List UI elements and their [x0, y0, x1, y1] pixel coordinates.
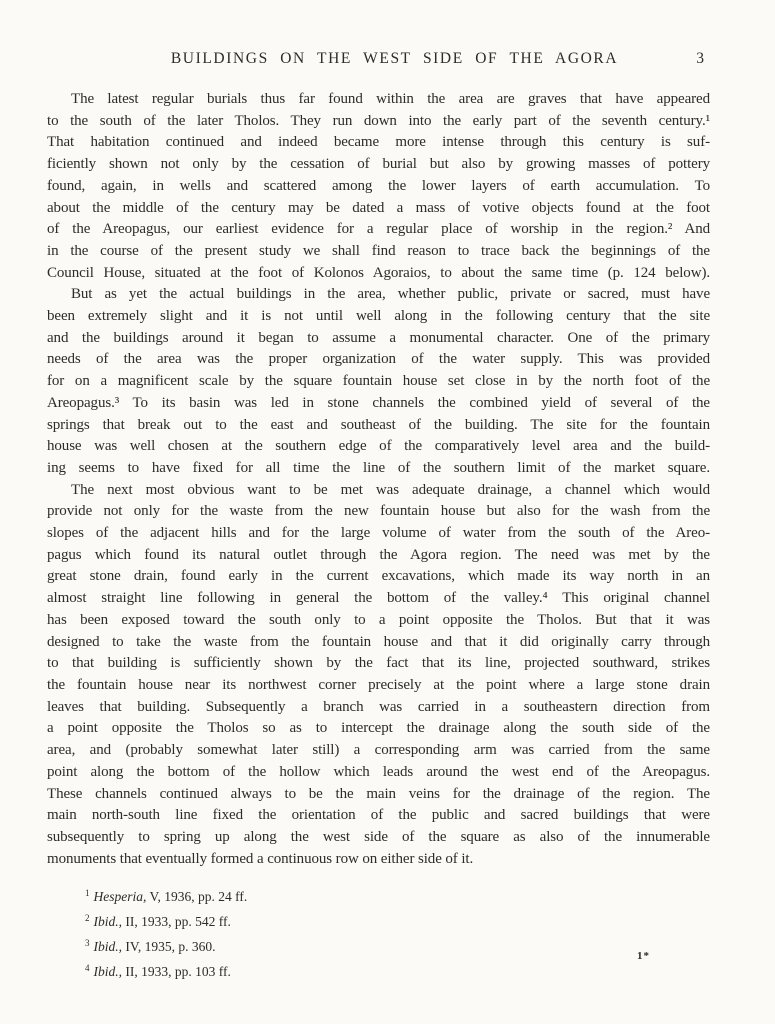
- text-line: leaves that building. Subsequently a branch was carried in a southeastern direction from: [47, 698, 710, 715]
- footnote-marker: 3: [85, 937, 90, 948]
- footnote-source: Ibid.,: [93, 963, 122, 979]
- footnote-text: II, 1933, pp. 103 ff.: [122, 963, 231, 979]
- text-line: designed to take the waste from the fountain house and that it did originally carry through: [47, 633, 710, 650]
- text-line: springs that break out to the east and southeast of the building. The site for the fountain: [47, 416, 710, 433]
- text-line: needs of the area was the proper organization of the water supply. This was provided: [47, 351, 710, 368]
- footnote: [85, 908, 585, 933]
- running-title: BUILDINGS ON THE WEST SIDE OF THE AGORA: [170, 50, 619, 67]
- text-line: That habitation continued and indeed became more intense through this century is suf-: [47, 134, 710, 151]
- footnote-marker: 1: [85, 888, 90, 898]
- text-line: ing seems to have fixed for all time the line of the southern limit of the market square.: [47, 459, 710, 476]
- text-line: ficiently shown not only by the cessation of burial but also by growing masses of pottery: [47, 156, 710, 173]
- text-line: subsequently to spring up along the west side of the square as also of the innumerable: [47, 828, 710, 845]
- text-line: great stone drain, found early in the current excavations, which made its way north in an: [47, 568, 710, 585]
- text-line: area, and (probably somewhat later still) a corresponding arm was carried from the same: [47, 742, 710, 759]
- footnote-text: V, 1936, pp. 24 ff.: [146, 889, 248, 904]
- text-line: found, again, in wells and scattered among the lower layers of earth accumulation. To: [47, 177, 710, 194]
- text-line: in the course of the present study we shall find reason to trace back the beginnings of the: [47, 242, 710, 259]
- page-number: 3: [696, 50, 704, 67]
- text-line: been extremely slight and it is not until well along in the following century that the site: [47, 308, 710, 325]
- paragraph: [47, 89, 710, 284]
- text-line: main north-south line fixed the orientation of the public and sacred buildings that were: [47, 807, 710, 824]
- paragraph: [47, 480, 710, 871]
- footnote: [85, 883, 585, 908]
- text-line: point along the bottom of the hollow which leads around the west end of the Areopagus.: [47, 763, 710, 780]
- text-line: monuments that eventually formed a continuous row on either side of it.: [47, 850, 474, 867]
- signature-mark: 1*: [637, 950, 650, 962]
- footnote: [85, 933, 585, 958]
- footnote-text: IV, 1935, p. 360.: [122, 938, 216, 954]
- text-line: almost straight line following in general the bottom of the valley.⁴ This original channel: [47, 590, 710, 607]
- text-line: a point opposite the Tholos so as to intercept the drainage along the south side of the: [47, 720, 710, 737]
- text-line: The next most obvious want to be met was adequate drainage, a channel which would: [71, 481, 710, 498]
- text-line: The latest regular burials thus far found within the area are graves that have appeared: [71, 91, 710, 107]
- text-line: about the middle of the century may be dated a mass of votive objects found at the foot: [47, 199, 710, 216]
- page-header: [47, 50, 710, 72]
- text-line: provide not only for the waste from the new fountain house but also for the wash from the: [47, 503, 710, 520]
- paragraph: [47, 284, 710, 479]
- footnote-marker: 2: [85, 912, 90, 923]
- text-line: These channels continued always to be the main veins for the drainage of the region. The: [47, 785, 710, 802]
- body-text: [47, 89, 710, 870]
- text-line: Council House, situated at the foot of Kolonos Agoraios, to about the same time (p. 124 below).: [47, 264, 710, 281]
- footnotes: [85, 883, 585, 983]
- text-line: pagus which found its natural outlet through the Agora region. The need was met by the: [47, 546, 710, 563]
- text-line: for on a magnificent scale by the square fountain house set close in by the north foot of the: [47, 373, 710, 390]
- footnote-source: Ibid.,: [93, 913, 122, 929]
- text-line: and the buildings around it began to assume a monumental character. One of the primary: [47, 329, 710, 346]
- footnote-source: Hesperia,: [93, 889, 147, 904]
- footnote-text: II, 1933, pp. 542 ff.: [122, 913, 231, 929]
- text-line: to the south of the later Tholos. They run down into the early part of the seventh century.¹: [47, 112, 710, 129]
- footnote-source: Ibid.,: [93, 938, 122, 954]
- text-line: to that building is sufficiently shown by the fact that its line, projected southward, strikes: [47, 655, 710, 672]
- text-line: house was well chosen at the southern edge of the comparatively level area and the build-: [47, 438, 710, 455]
- text-line: of the Areopagus, our earliest evidence for a regular place of worship in the region.² And: [47, 221, 710, 238]
- footnote: [85, 958, 585, 983]
- text-line: slopes of the adjacent hills and for the large volume of water from the south of the Areo-: [47, 525, 710, 542]
- text-line: the fountain house near its northwest corner precisely at the point where a large stone drain: [47, 676, 710, 693]
- text-line: has been exposed toward the south only to a point opposite the Tholos. But that it was: [47, 611, 710, 628]
- text-line: Areopagus.³ To its basin was led in stone channels the combined yield of several of the: [47, 394, 710, 411]
- footnote-marker: 4: [85, 962, 90, 973]
- text-line: But as yet the actual buildings in the area, whether public, private or sacred, must have: [71, 286, 710, 303]
